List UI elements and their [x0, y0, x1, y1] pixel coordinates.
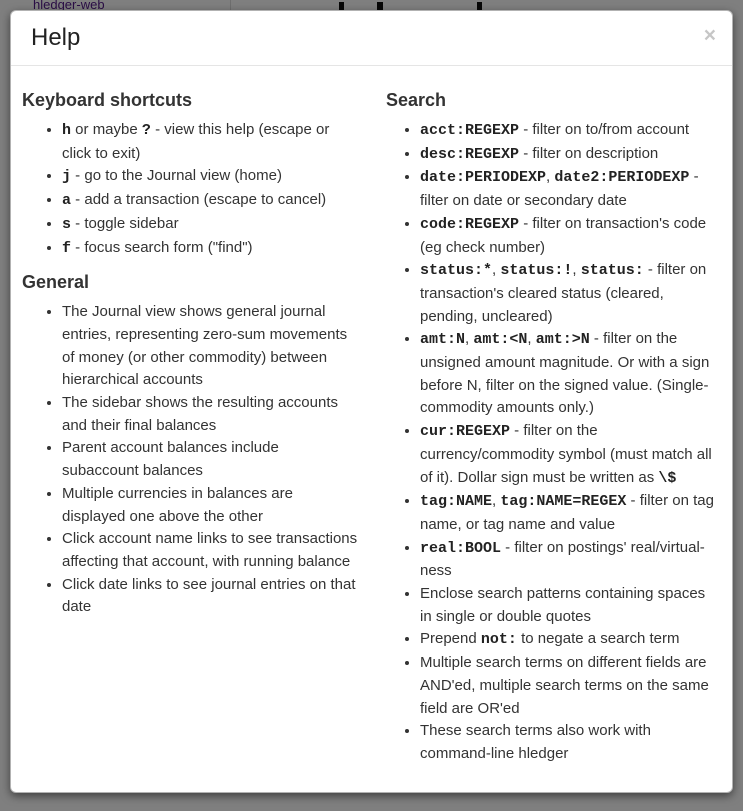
- help-modal: [10, 10, 733, 793]
- list-item: [420, 490, 716, 536]
- list-item: [62, 213, 358, 237]
- text-segment: Enclose search patterns containing spaces in single or double quotes: [420, 585, 706, 625]
- text-segment: The Journal view shows general journal entries, representing zero-sum movements of money (or other commodity) between hierarchical accounts: [62, 303, 348, 389]
- list-item: [62, 237, 358, 261]
- text-segment: Click date links to see journal entries on that date: [62, 575, 356, 616]
- text-segment: - view this help (escape or click to exit): [62, 121, 330, 162]
- text-segment: These search terms also work with command-line hledger: [420, 722, 651, 762]
- code-term: desc:REGEXP: [420, 145, 520, 163]
- help-column-left: [22, 82, 358, 776]
- section-heading: Search: [386, 90, 447, 110]
- code-term: ?: [141, 122, 151, 139]
- text-segment: Multiple currencies in balances are displayed one above the other: [62, 484, 293, 525]
- code-term: s: [62, 215, 72, 233]
- text-segment: to negate a search term: [516, 630, 680, 648]
- text-segment: ,: [527, 330, 536, 348]
- text-segment: - focus search form ("find"): [71, 238, 253, 256]
- code-term: status:!: [500, 262, 573, 280]
- code-term: \$: [658, 469, 677, 487]
- code-term: code:REGEXP: [420, 215, 520, 233]
- close-icon[interactable]: ×: [703, 24, 716, 47]
- code-term: amt:<N: [473, 331, 528, 349]
- list-item: [420, 328, 716, 420]
- text-segment: - filter on to/from account: [519, 121, 690, 138]
- code-term: cur:REGEXP: [420, 423, 511, 441]
- code-term: acct:REGEXP: [420, 122, 520, 139]
- list-item: [420, 259, 716, 328]
- text-segment: - filter on tag name, or tag name and value: [420, 492, 714, 533]
- text-segment: Click account name links to see transactions affecting that account, with running balance: [62, 530, 358, 570]
- code-term: real:BOOL: [420, 539, 502, 557]
- code-term: status:: [580, 262, 644, 280]
- code-term: tag:NAME=REGEX: [500, 493, 627, 511]
- text-segment: ,: [546, 168, 555, 186]
- text-segment: ,: [492, 492, 501, 510]
- text-segment: - filter on transaction's code (eg check number): [420, 214, 707, 256]
- list-item: [420, 583, 716, 628]
- code-term: amt:>N: [535, 331, 590, 349]
- list-item: [62, 574, 358, 619]
- code-term: amt:N: [420, 331, 466, 349]
- text-segment: - filter on transaction's cleared status (cleared, pending, uncleared): [420, 261, 707, 325]
- text-segment: - filter on the unsigned amount magnitude. Or with a sign before N, filter on the signed value. (Single-commodity amounts only.): [420, 330, 710, 417]
- text-segment: - filter on the currency/commodity symbol (must match all of it). Dollar sign must be written as: [420, 422, 712, 486]
- text-segment: - add a transaction (escape to cancel): [71, 191, 327, 209]
- text-segment: ,: [492, 261, 501, 279]
- code-term: a: [62, 192, 72, 210]
- list-item: [62, 301, 358, 392]
- list-item: [62, 165, 358, 189]
- text-segment: - filter on description: [519, 144, 659, 162]
- list-item: [62, 119, 358, 165]
- help-list: [22, 119, 358, 260]
- list-item: [62, 483, 358, 528]
- modal-body: [11, 66, 732, 793]
- help-list: [386, 119, 716, 766]
- list-item: [420, 420, 716, 490]
- code-term: f: [62, 239, 72, 257]
- text-segment: The sidebar shows the resulting accounts and their final balances: [62, 394, 338, 434]
- text-segment: - filter on postings' real/virtual-ness: [420, 538, 705, 580]
- text-segment: Parent account balances include subaccount balances: [62, 439, 279, 480]
- list-item: [62, 392, 358, 437]
- list-item: [62, 189, 358, 213]
- code-term: j: [62, 168, 72, 186]
- section-heading: Keyboard shortcuts: [22, 90, 193, 110]
- text-segment: Prepend: [420, 630, 481, 648]
- list-item: [420, 537, 716, 583]
- text-segment: ,: [572, 261, 581, 279]
- code-term: status:*: [420, 262, 493, 280]
- section-heading: General: [22, 272, 90, 293]
- list-item: [420, 143, 716, 167]
- list-item: [420, 119, 716, 143]
- text-segment: - toggle sidebar: [71, 214, 179, 232]
- list-item: [420, 652, 716, 720]
- code-term: tag:NAME: [420, 493, 493, 511]
- modal-title: Help: [31, 24, 81, 51]
- text-segment: - go to the Journal view (home): [71, 167, 282, 185]
- list-item: [62, 437, 358, 482]
- code-term: date:PERIODEXP: [420, 169, 547, 187]
- list-item: [420, 720, 716, 765]
- text-segment: or maybe: [71, 121, 142, 138]
- list-item: [420, 628, 716, 652]
- code-term: h: [62, 122, 72, 139]
- text-segment: Multiple search terms on different fields are AND'ed, multiple search terms on the same field are OR'ed: [420, 654, 709, 717]
- modal-header: [11, 11, 732, 66]
- list-item: [420, 166, 716, 212]
- code-term: not:: [480, 631, 517, 649]
- code-term: date2:PERIODEXP: [554, 169, 690, 187]
- help-list: [22, 301, 358, 619]
- help-column-right: [386, 82, 716, 776]
- text-segment: ,: [465, 330, 474, 348]
- list-item: [420, 213, 716, 259]
- list-item: [62, 528, 358, 573]
- text-segment: - filter on date or secondary date: [420, 168, 699, 210]
